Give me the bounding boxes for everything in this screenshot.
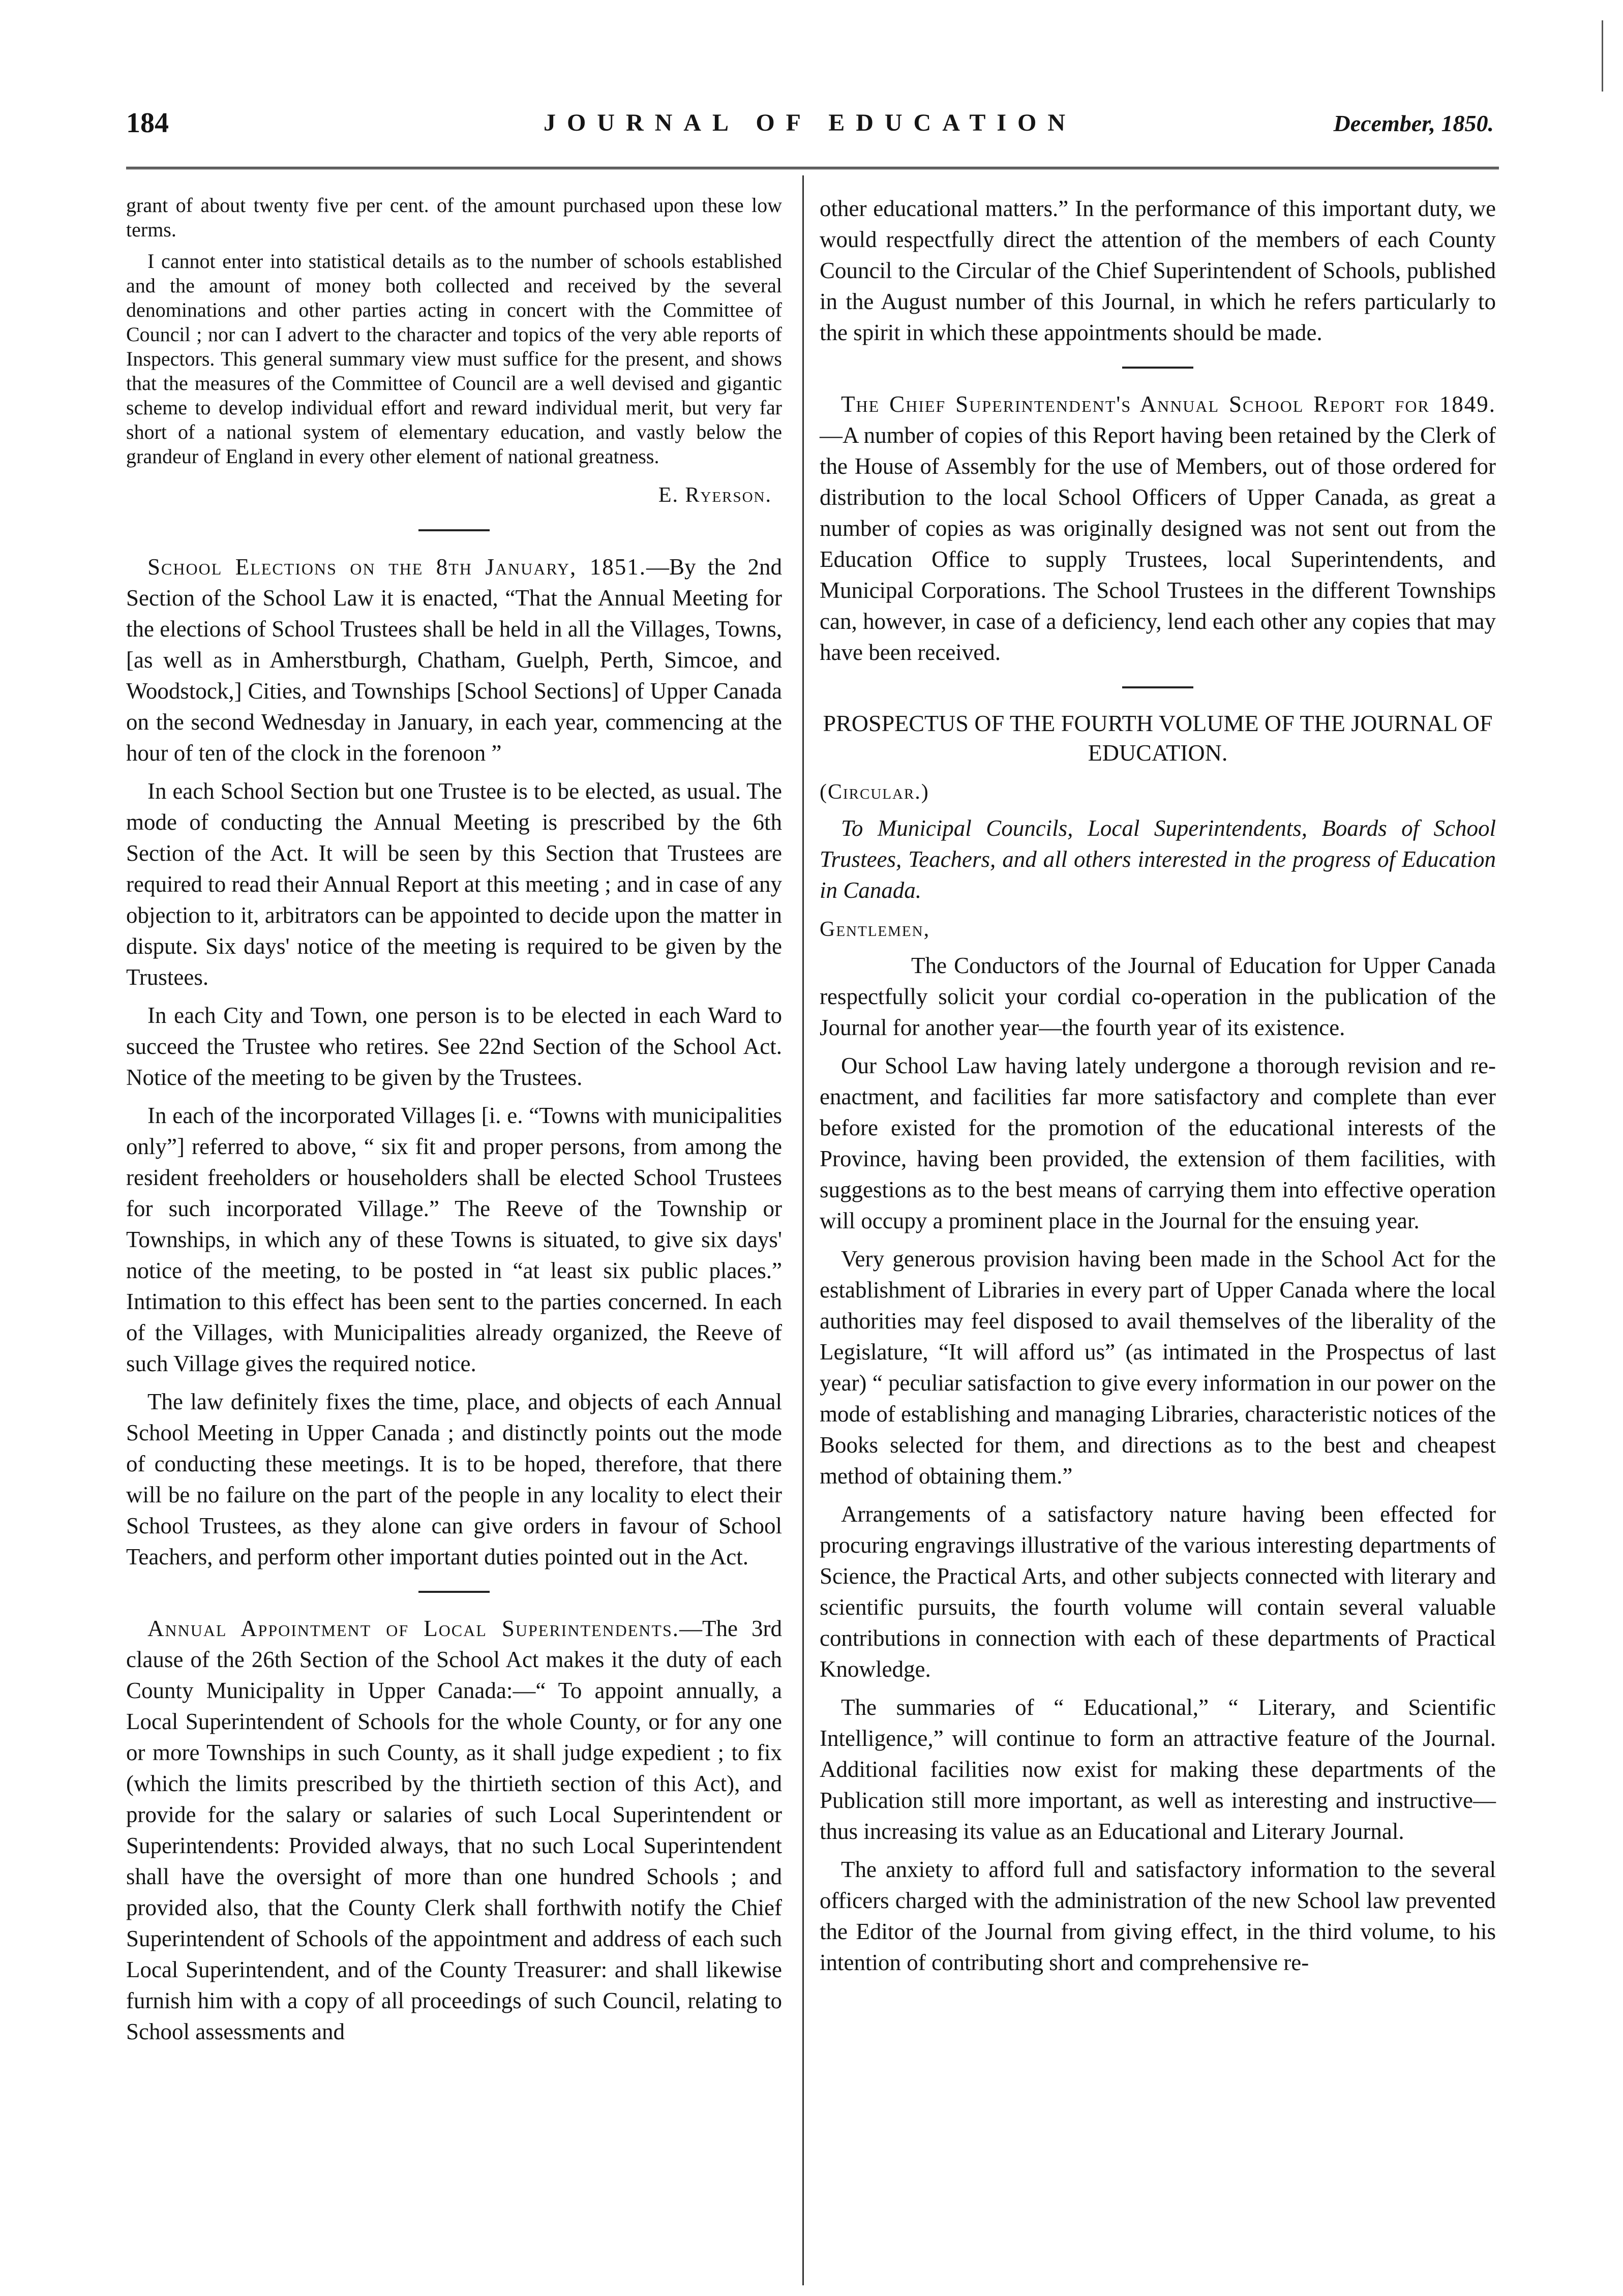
page-number: 184 — [126, 107, 169, 139]
section-separator — [418, 1591, 490, 1593]
header-rule — [126, 167, 1499, 173]
paragraph: The summaries of “ Educational,” “ Literary, and Scientific Intelligence,” will continue to form an attractive feature of the Journal. Additional facilities now exist for making these departments of the Publication still more important, as well as interesting and instructive—thus increasing its value as an Educational and Literary Journal. — [820, 1695, 1496, 1844]
paragraph: Our School Law having lately undergone a thorough revision and re-enactment, and facilities far more satisfactory and complete than ever before existed for the promotion of the educational interests of the Province, having been provided, the extension of them facilities, with suggestions as to the best means of carrying them into effective operation will occupy a prominent place in the Journal for the ensuing year. — [820, 1053, 1496, 1233]
paragraph: Very generous provision having been made in the School Act for the establishment of Libraries in every part of Upper Canada where the local authorities may feel disposed to avail themselves of the liberality of the Legislature, “It will afford us” (as intimated in the Prospectus of last year) “ peculiar satisfaction to give every information in our power on the mode of establishing and managing Libraries, characteristic notices of the Books selected for them, and directions as to the best and cheapest method of obtaining them.” — [820, 1246, 1496, 1489]
paragraph: The Conductors of the Journal of Education for Upper Canada respectfully solicit your cordial co-operation in the publication of the Journal for another year—the fourth year of its existence. — [820, 953, 1496, 1040]
page-edge-mark — [1602, 20, 1603, 92]
paragraph: The law definitely fixes the time, place, and objects of each Annual School Meeting in Upper Canada ; and distinctly points out the mode of conducting these meetings. It is to be hoped, therefore, that there will be no failure on the part of the people in any locality to elect their School Trustees, as they alone can give orders in favour of School Teachers, and perform other important duties pointed out in the Act. — [126, 1389, 782, 1569]
paragraph: I cannot enter into statistical details as to the number of schools established and the amount of money both collected and received by the several denominations and other parties acting in concert with the Committee of Council ; nor can I advert to the character and topics of the very able reports of Inspectors. This general summary view must suffice for the present, and shows that the measures of the Committee of Council are a well devised and gigantic scheme to develop individual effort and reward individual merit, but very far short of a national system of elementary education, and vastly below the grandeur of England in every other element of national greatness. — [126, 250, 782, 468]
section-heading: PROSPECTUS OF THE FOURTH VOLUME OF THE JOURNAL OF EDUCATION. — [823, 710, 1493, 766]
issue-date: December, 1850. — [1333, 110, 1494, 136]
running-header — [126, 107, 1494, 147]
right-column — [820, 193, 1496, 1985]
section-separator — [418, 529, 490, 531]
paragraph: In each City and Town, one person is to be elected in each Ward to succeed the Trustee who retires. See 22nd Section of the School Act. Notice of the meeting to be given by the Trustees. — [126, 1003, 782, 1090]
salutation: Gentlemen, — [820, 918, 930, 941]
column-divider — [802, 175, 804, 2285]
left-column — [126, 193, 782, 2055]
section-lead: School Elections on the 8th January, 1851. — [147, 554, 647, 580]
paragraph: In each School Section but one Trustee is to be elected, as usual. The mode of conducting the Annual Meeting is prescribed by the 6th Section of the Act. It will be seen by this Section that Trustees are required to read their Annual Report at this meeting ; and in case of any objection to it, arbitrators can be appointed to decide upon the matter in dispute. Six days' notice of the meeting is required to be given by the Trustees. — [126, 778, 782, 990]
paragraph: School Elections on the 8th January, 1851.—By the 2nd Section of the School Law it is enacted, “That the Annual Meeting for the elections of School Trustees shall be held in all the Villages, Towns, [as well as in Amherstburgh, Chatham, Guelph, Perth, Simcoe, and Woodstock,] Cities, and Townships [School Sections] of Upper Canada on the second Wednesday in January, in each year, commencing at the hour of ten of the clock in the forenoon ” — [126, 554, 782, 766]
section-lead: Annual Appointment of Local Superintendents. — [147, 1616, 679, 1641]
journal-title: JOURNAL OF EDUCATION — [543, 109, 1077, 136]
address-line: To Municipal Councils, Local Superintendents, Boards of School Trustees, Teachers, and all others interested in the progress of Education in Canada. — [820, 815, 1496, 903]
paragraph: other educational matters.” In the performance of this important duty, we would respectfully direct the attention of the members of each County Council to the Circular of the Chief Superintendent of Schools, published in the August number of this Journal, in which he refers particularly to the spirit in which these appointments should be made. — [820, 196, 1496, 345]
paragraph: grant of about twenty five per cent. of the amount purchased upon these low terms. — [126, 194, 782, 241]
paragraph: In each of the incorporated Villages [i. e. “Towns with municipalities only”] referred to above, “ six fit and proper persons, from among the resident freeholders or householders shall be elected School Trustees for such incorporated Village.” The Reeve of the Township or Townships, in which any of these Towns is situated, to give six days' notice of the meeting, to be posted in “at least six public places.” Intimation to this effect has been sent to the parties concerned. In each of the Villages, with Municipalities already organized, the Reeve of such Village gives the required notice. — [126, 1103, 782, 1376]
paragraph: Arrangements of a satisfactory nature having been effected for procuring engravings illustrative of the various interesting departments of Science, the Practical Arts, and other subjects connected with literary and scientific pursuits, the fourth volume will contain several valuable contributions in connection with each of these departments of Practical Knowledge. — [820, 1501, 1496, 1682]
signature: E. Ryerson. — [658, 484, 772, 507]
section-lead: The Chief Superintendent's Annual School Report for 1849. — [841, 391, 1496, 417]
section-separator — [1122, 367, 1193, 369]
paragraph: Annual Appointment of Local Superintendents.—The 3rd clause of the 26th Section of the School Act makes it the duty of each County Municipality in Upper Canada:—“ To appoint annually, a Local Superintendent of Schools for the whole County, or for any one or more Townships in such County, as it shall judge expedient ; to fix (which the limits prescribed by the thirtieth section of this Act), and provide for the salary or salaries of such Local Superintendent or Superintendents: Provided always, that no such Local Superintendent shall have the oversight of more than one hundred Schools ; and provided also, that the County Clerk shall forthwith notify the Chief Superintendent of Schools of the appointment and address of each such Local Superintendent, and of the County Treasurer: and shall likewise furnish him with a copy of all proceedings of such Council, relating to School assessments and — [126, 1616, 782, 2044]
section-separator — [1122, 686, 1193, 688]
paragraph: The anxiety to afford full and satisfactory information to the several officers charged with the administration of the new School law prevented the Editor of the Journal from giving effect, in the third volume, to his intention of contributing short and comprehensive re- — [820, 1857, 1496, 1975]
circular-label: (Circular.) — [820, 780, 929, 804]
paragraph: The Chief Superintendent's Annual School Report for 1849.—A number of copies of this Report having been retained by the Clerk of the House of Assembly for the use of Members, out of those ordered for distribution to the local School Officers of Upper Canada, as great a number of copies as was originally designed was not sent out from the Education Office to supply Trustees, local Superintendents, and Municipal Corporations. The School Trustees in the different Townships can, however, in case of a deficiency, lend each other any copies that may have been received. — [820, 391, 1496, 665]
